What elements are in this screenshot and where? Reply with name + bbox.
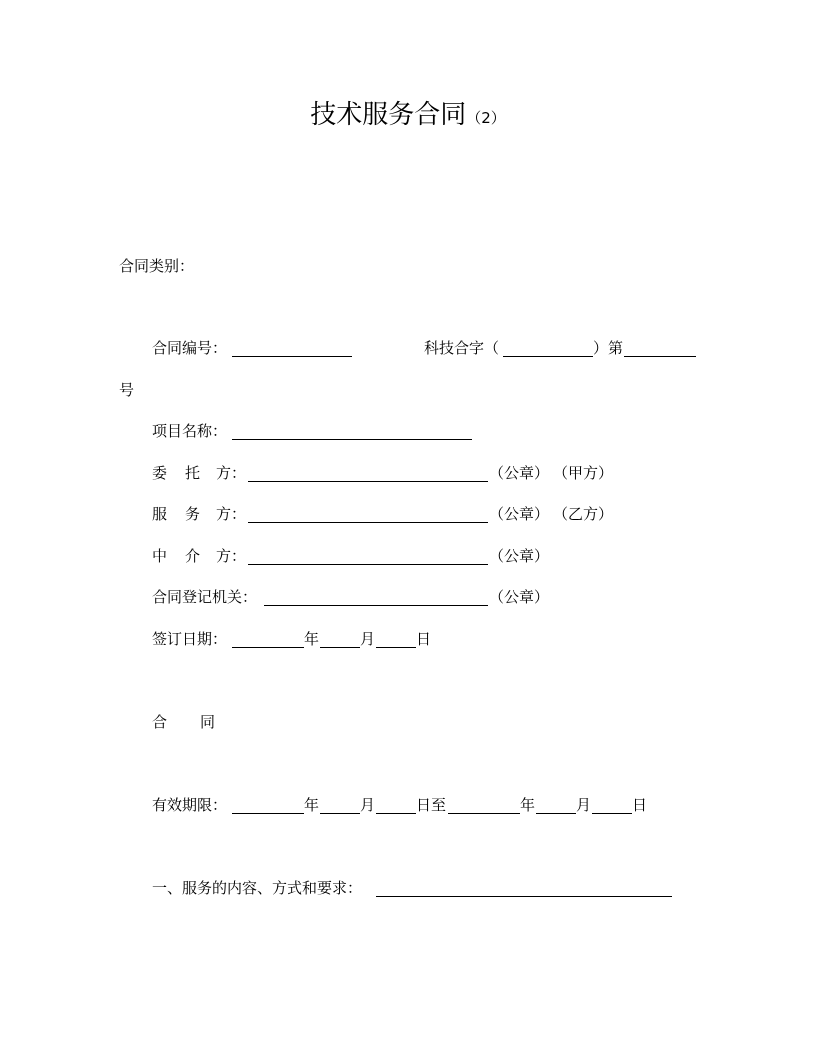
project-name-blank[interactable] — [232, 439, 472, 440]
validity-label: 有效期限： — [152, 796, 228, 814]
party-agent-char1: 中 — [152, 547, 168, 565]
sign-day-blank[interactable] — [376, 647, 416, 648]
party-agent-blank[interactable] — [248, 564, 488, 565]
validity-start-day-blank[interactable] — [376, 813, 416, 814]
validity-end-year-blank[interactable] — [448, 813, 520, 814]
sign-month-blank[interactable] — [320, 647, 360, 648]
tech-contract-year-blank[interactable] — [503, 356, 593, 357]
party-agent-char3: 方： — [216, 547, 247, 565]
title-suffix: （2） — [466, 109, 506, 127]
validity-end-year-text: 年 — [520, 796, 536, 814]
party-client-char2: 托 — [185, 464, 201, 482]
tech-contract-prefix: 科技合字（ — [424, 339, 500, 357]
registration-seal: （公章） — [489, 588, 550, 606]
validity-to-text: 日至 — [416, 796, 447, 814]
sign-year-text: 年 — [304, 630, 320, 648]
validity-start-month-blank[interactable] — [320, 813, 360, 814]
document-title — [0, 98, 816, 135]
sign-year-blank[interactable] — [232, 647, 304, 648]
validity-end-day-blank[interactable] — [592, 813, 632, 814]
party-client-seal: （公章） — [489, 464, 550, 482]
validity-end-month-blank[interactable] — [536, 813, 576, 814]
party-client-char1: 委 — [152, 464, 168, 482]
title-main: 技术服务合同 — [310, 100, 467, 130]
sign-date-label: 签订日期： — [152, 630, 228, 648]
validity-start-year-blank[interactable] — [232, 813, 304, 814]
validity-start-year-text: 年 — [304, 796, 320, 814]
contract-type-label: 合同类别： — [119, 257, 195, 275]
validity-end-month-text: 月 — [576, 796, 592, 814]
party-service-char2: 务 — [185, 505, 201, 523]
validity-end-day-text: 日 — [632, 796, 648, 814]
section-one-blank[interactable] — [376, 896, 672, 897]
project-name-label: 项目名称： — [152, 422, 228, 440]
hao-text: 号 — [119, 381, 135, 399]
tech-contract-mid: ）第 — [593, 339, 624, 357]
registration-label: 合同登记机关： — [152, 588, 258, 606]
tech-contract-number-blank[interactable] — [624, 356, 696, 357]
sign-month-text: 月 — [360, 630, 376, 648]
party-client-role: （甲方） — [553, 464, 614, 482]
section-one-label: 一、服务的内容、方式和要求： — [152, 879, 363, 897]
registration-blank[interactable] — [264, 605, 488, 606]
party-service-seal: （公章） — [489, 505, 550, 523]
validity-start-month-text: 月 — [360, 796, 376, 814]
party-service-char1: 服 — [152, 505, 168, 523]
party-client-char3: 方： — [216, 464, 247, 482]
party-agent-char2: 介 — [185, 547, 201, 565]
heading-tong: 同 — [200, 713, 216, 731]
party-agent-seal: （公章） — [489, 547, 550, 565]
party-client-blank[interactable] — [248, 481, 488, 482]
party-service-role: （乙方） — [553, 505, 614, 523]
contract-number-blank[interactable] — [232, 356, 352, 357]
party-service-char3: 方： — [216, 505, 247, 523]
heading-he: 合 — [152, 713, 168, 731]
contract-number-label: 合同编号： — [152, 339, 228, 357]
sign-day-text: 日 — [416, 630, 432, 648]
party-service-blank[interactable] — [248, 522, 488, 523]
